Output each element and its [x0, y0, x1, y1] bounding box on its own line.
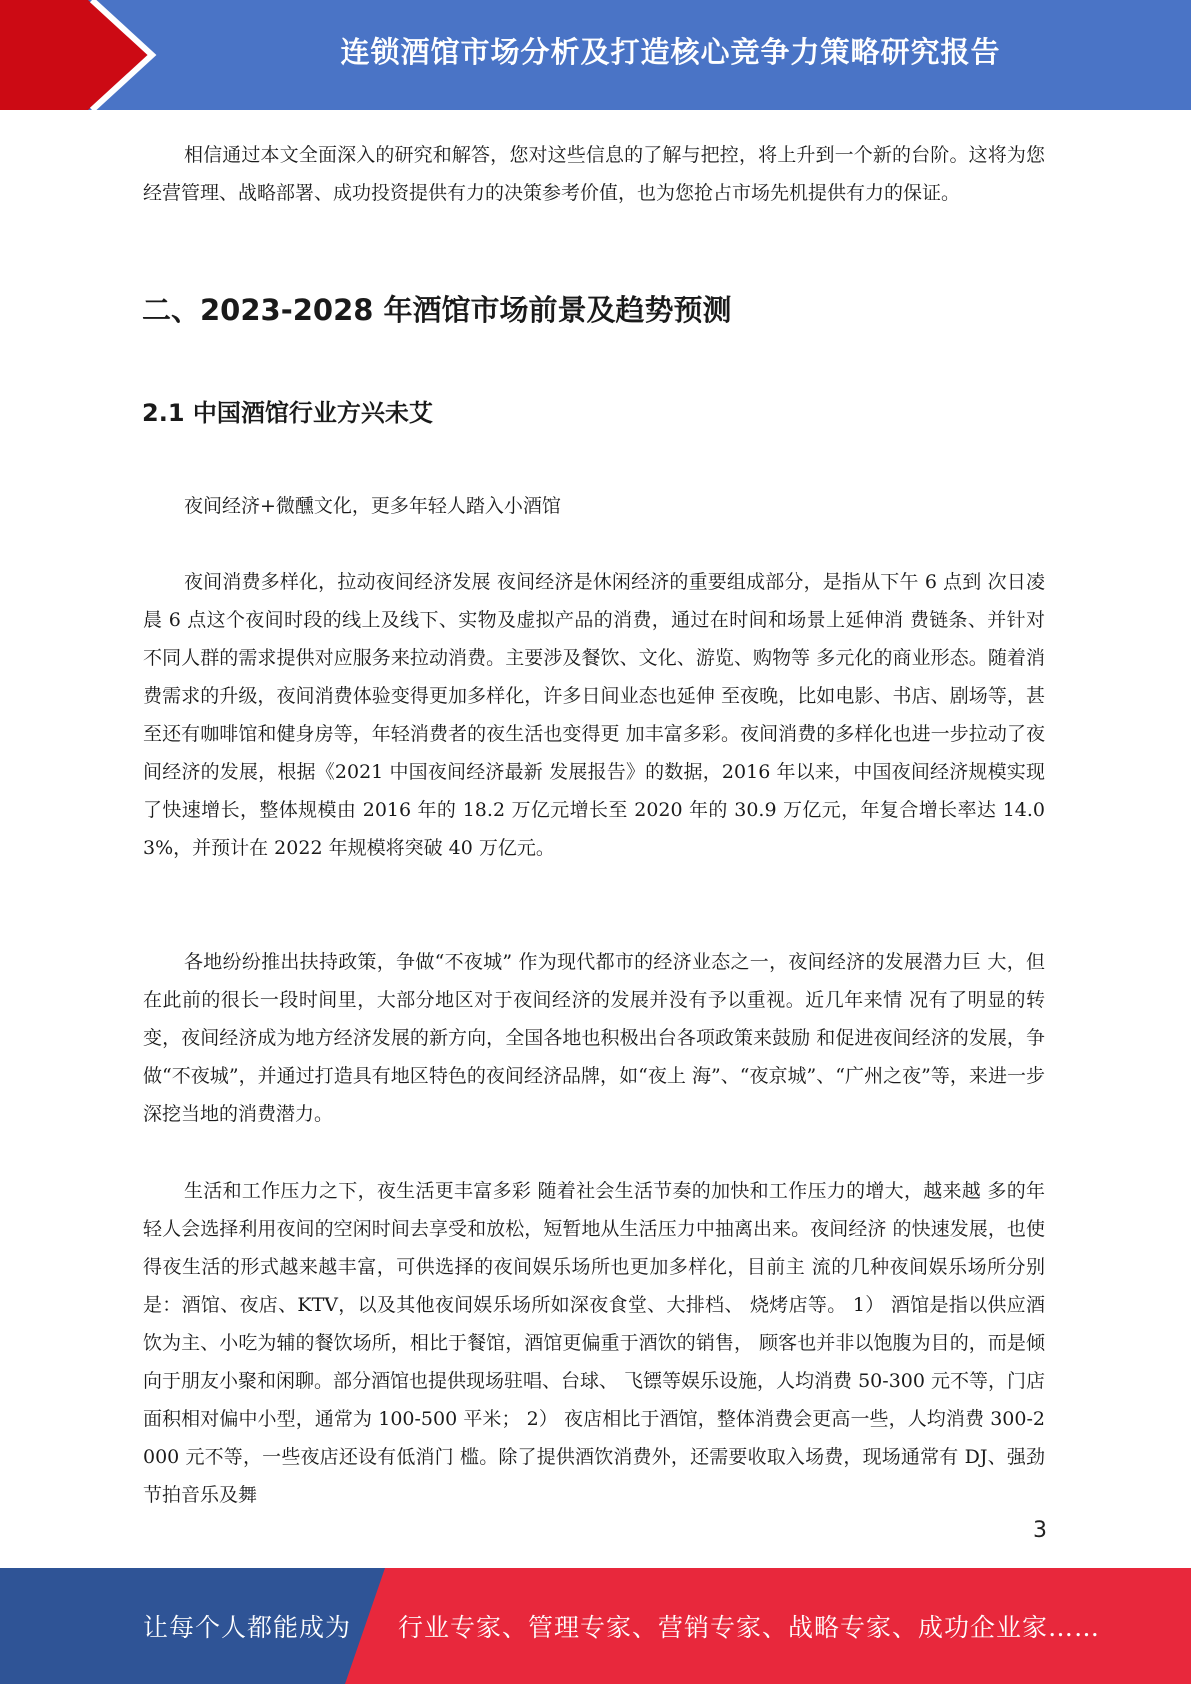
header-title: 连锁酒馆市场分析及打造核心竞争力策略研究报告 — [340, 34, 1001, 69]
intro-paragraph: 相信通过本文全面深入的研究和解答，您对这些信息的了解与把控，将上升到一个新的台阶。这将为您经营管理、战略部署、成功投资提供有力的决策参考价值，也为您抢占市场先机提供有力的保证。 — [143, 144, 1045, 204]
paragraph-1: 夜间经济+微醺文化，更多年轻人踏入小酒馆 — [184, 495, 561, 517]
header-red-arrow — [0, 0, 148, 110]
page-header — [0, 0, 1191, 110]
paragraph-2: 夜间消费多样化，拉动夜间经济发展 夜间经济是休闲经济的重要组成部分，是指从下午 6 点到 次日凌晨 6 点这个夜间时段的线上及线下、实物及虚拟产品的消费，通过在时间和场景上延伸消 费链条、并针对不同人群的需求提供对应服务来拉动消费。主要涉及餐饮、文化、游览、购物等 多元化的商业形态。随着消费需求的升级，夜间消费体验变得更加多样化，许多日间业态也延伸 至夜晚，比如电影、书店、剧场等，甚至还有咖啡馆和健身房等，年轻消费者的夜生活也变得更 加丰富多彩。夜间消费的多样化也进一步拉动了夜间经济的发展，根据《2021 中国夜间经济最新 发展报告》的数据，2016 年以来，中国夜间经济规模实现了快速增长，整体规模由 2016 年的 18.2 万亿元增长至 2020 年的 30.9 万亿元，年复合增长率达 14.03%，并预计在 2022 年规模将突破 40 万亿元。 — [143, 571, 1045, 859]
header-arrow-decoration — [0, 0, 190, 110]
paragraph-4: 生活和工作压力之下，夜生活更丰富多彩 随着社会生活节奏的加快和工作压力的增大，越来越 多的年轻人会选择利用夜间的空闲时间去享受和放松，短暂地从生活压力中抽离出来。夜间经济 的快速发展，也使得夜生活的形式越来越丰富，可供选择的夜间娱乐场所也更加多样化，目前主 流的几种夜间娱乐场所分别是：酒馆、夜店、KTV，以及其他夜间娱乐场所如深夜食堂、大排档、 烧烤店等。 1） 酒馆是指以供应酒饮为主、小吃为辅的餐饮场所，相比于餐馆，酒馆更偏重于酒饮的销售， 顾客也并非以饱腹为目的，而是倾向于朋友小聚和闲聊。部分酒馆也提供现场驻唱、台球、 飞镖等娱乐设施，人均消费 50-300 元不等，门店面积相对偏中小型，通常为 100-500 平米； 2） 夜店相比于酒馆，整体消费会更高一些，人均消费 300-2000 元不等，一些夜店还设有低消门 槛。除了提供酒饮消费外，还需要收取入场费，现场通常有 DJ、强劲节拍音乐及舞 — [143, 1180, 1045, 1506]
footer-slogan-left: 让每个人都能成为 — [143, 1613, 352, 1642]
section-heading: 二、2023-2028 年酒馆市场前景及趋势预测 — [142, 293, 732, 327]
subsection-heading: 2.1 中国酒馆行业方兴未艾 — [142, 399, 433, 427]
page-footer — [0, 1568, 1191, 1684]
footer-slogan-right: 行业专家、管理专家、营销专家、战略专家、成功企业家…… — [398, 1613, 1101, 1642]
paragraph-3: 各地纷纷推出扶持政策，争做“不夜城” 作为现代都市的经济业态之一，夜间经济的发展潜力巨 大，但在此前的很长一段时间里，大部分地区对于夜间经济的发展并没有予以重视。近几年来情 况有了明显的转变，夜间经济成为地方经济发展的新方向，全国各地也积极出台各项政策来鼓励 和促进夜间经济的发展，争做“不夜城”，并通过打造具有地区特色的夜间经济品牌，如“夜上 海”、“夜京城”、“广州之夜”等，来进一步深挖当地的消费潜力。 — [143, 951, 1045, 1125]
page-number: 3 — [1033, 1518, 1047, 1543]
